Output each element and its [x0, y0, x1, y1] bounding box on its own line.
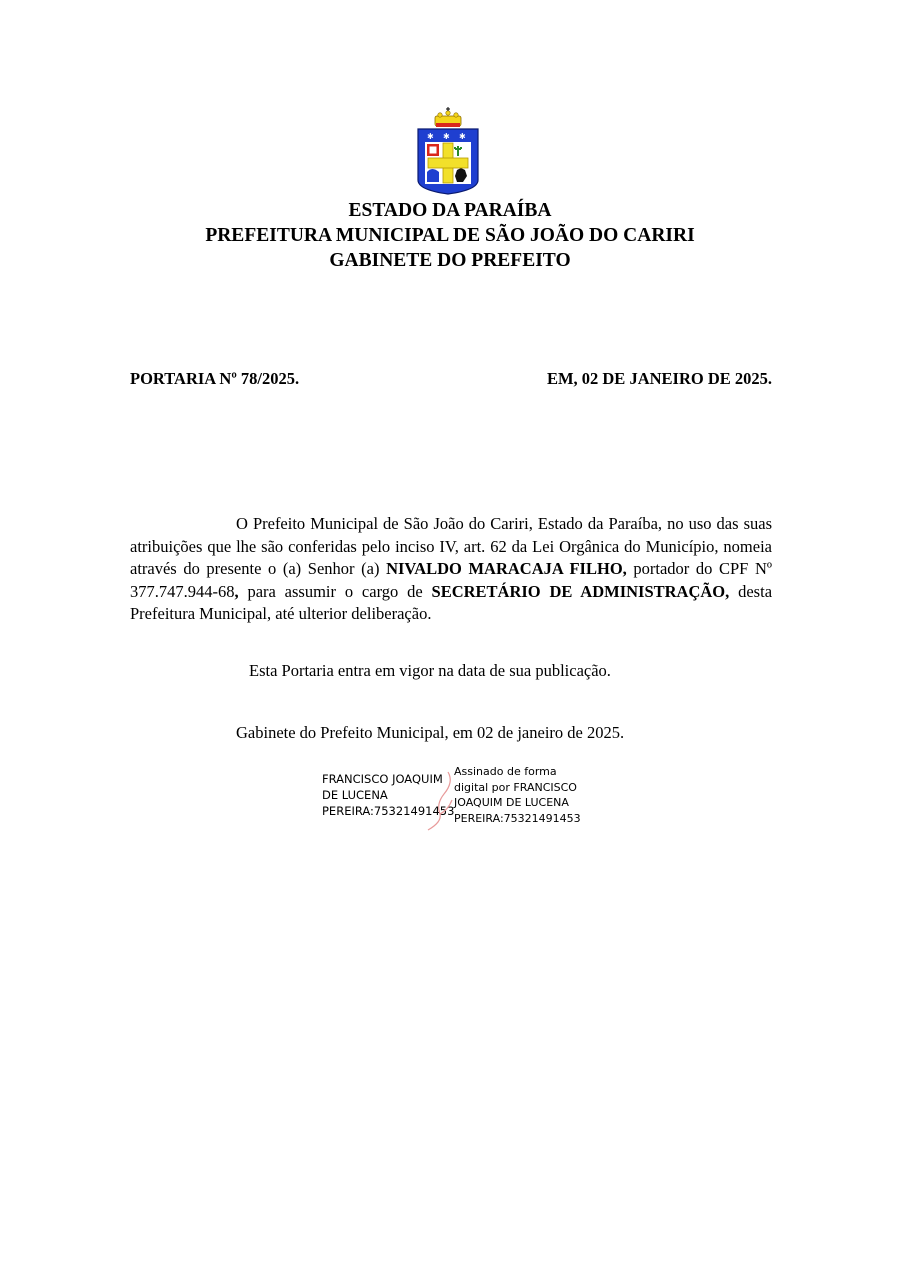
closing-line: Gabinete do Prefeito Municipal, em 02 de janeiro de 2025. — [236, 723, 625, 742]
body-part3: para assumir o cargo de — [238, 581, 432, 601]
signed-line-4: PEREIRA:75321491453 — [454, 811, 581, 825]
svg-text:✱: ✱ — [443, 132, 450, 141]
effective-date-clause: Esta Portaria entra em vigor na data de sua publicação. — [249, 661, 611, 680]
appointment-paragraph — [130, 513, 772, 626]
appointed-role: SECRETÁRIO DE ADMINISTRAÇÃO, — [431, 581, 730, 601]
portaria-date: EM, 02 DE JANEIRO DE 2025. — [546, 369, 772, 388]
body-part2: portador do CPF Nº 377.747.944-68 — [130, 559, 772, 601]
svg-text:✱: ✱ — [427, 132, 434, 141]
appointee-name: NIVALDO MARACAJA FILHO, — [386, 559, 627, 578]
signed-line-3: JOAQUIM DE LUCENA — [454, 796, 569, 809]
body-comma: , — [234, 581, 239, 601]
state-name: ESTADO DA PARAÍBA — [348, 200, 552, 221]
body-part4: desta Prefeitura Municipal, até ulterior deliberação. — [130, 581, 773, 623]
office-name: GABINETE DO PREFEITO — [329, 250, 571, 271]
coat-of-arms-emblem — [412, 106, 484, 196]
signer-line-2: DE LUCENA — [322, 788, 388, 802]
body-part1: O Prefeito Municipal de São João do Cariri, Estado da Paraíba, no uso das suas atribuições que lhe são conferidas pelo inciso IV, art. 62 da Lei Orgânica do Município, nomeia através do presente o (a) Senhor (a) — [130, 514, 772, 578]
signer-line-3: PEREIRA:75321491453 — [322, 804, 455, 818]
svg-text:✱: ✱ — [459, 132, 466, 141]
signed-line-2: digital por FRANCISCO — [454, 780, 577, 794]
crown-icon — [435, 107, 461, 127]
municipality-name: PREFEITURA MUNICIPAL DE SÃO JOÃO DO CARIRI — [205, 225, 695, 246]
portaria-number: PORTARIA Nº 78/2025. — [130, 369, 300, 388]
signed-line-1: Assinado de forma — [454, 765, 557, 778]
digital-signature-info — [454, 764, 594, 826]
document-header — [0, 198, 900, 273]
signer-line-1: FRANCISCO JOAQUIM — [322, 772, 443, 786]
